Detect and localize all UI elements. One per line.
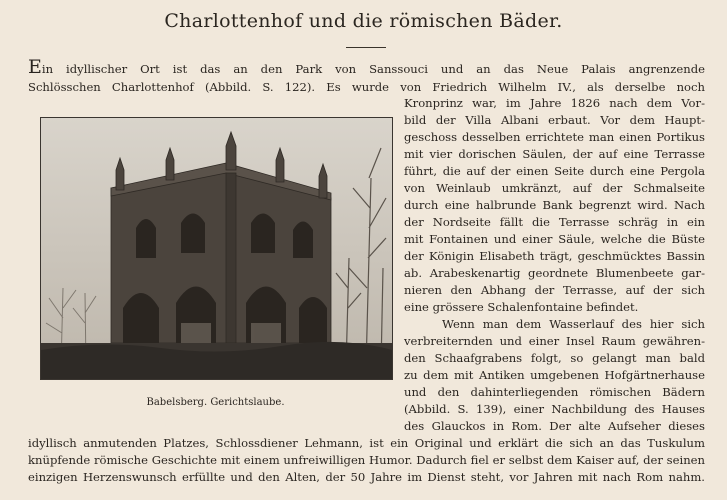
- text-line: nieren den Abhang der Terrasse, auf der sich: [404, 283, 705, 297]
- text-line: führt, die auf der einen Seite durch eine Pergola: [404, 164, 705, 178]
- text-line: der Königin Elisabeth trägt, geschmücktes Bassin: [404, 249, 705, 263]
- text-line: den Schaafgrabens folgt, so gelangt man bald: [404, 351, 705, 365]
- figure-photo: [40, 117, 393, 380]
- text-line: mit vier dorischen Säulen, der auf eine Terrasse: [404, 147, 705, 161]
- text-line: [28, 56, 705, 78]
- text-line: einzigen Herzenswunsch erfüllte und den Alten, der 50 Jahre im Dienst steht, vor Jahren mit nach Rom nahm.: [28, 470, 705, 484]
- text-line: geschoss desselben errichtete man einen Portikus: [404, 130, 705, 144]
- text-line: mit Fontainen und einer Säule, welche die Büste: [404, 232, 705, 246]
- text-line: Schlösschen Charlottenhof (Abbild. S. 122). Es wurde von Friedrich Wilhelm IV., als derselbe noch: [28, 80, 705, 94]
- text-line: verbreiternden und einer Insel Raum gewähren-: [404, 334, 705, 348]
- figure-caption: Babelsberg. Gerichtslaube.: [146, 397, 285, 408]
- text-line: Kronprinz war, im Jahre 1826 nach dem Vor-: [404, 96, 705, 110]
- text-line: durch eine halbrunde Bank begrenzt wird. Nach: [404, 198, 705, 212]
- title-divider: [346, 47, 386, 48]
- page-title: Charlottenhof und die römischen Bäder.: [164, 10, 563, 32]
- text-line: (Abbild. S. 139), einer Nachbildung des Hauses: [404, 402, 705, 416]
- text-span: in idyllischer Ort ist das an den Park von Sanssouci und an das Neue Palais angrenzende: [41, 62, 705, 76]
- text-line: des Glauckos in Rom. Der alte Aufseher dieses: [404, 419, 705, 433]
- text-line: und den dahinterliegenden römischen Bädern: [404, 385, 705, 399]
- gerichtslaube-illustration: [41, 118, 392, 379]
- text-line: idyllisch anmutenden Platzes, Schlossdiener Lehmann, ist ein Original und erklärt die sich an das Tuskulum: [28, 436, 705, 450]
- text-line: ab. Arabeskenartig geordnete Blumenbeete gar-: [404, 266, 705, 280]
- text-line: Wenn man dem Wasserlauf des hier sich: [442, 317, 705, 331]
- text-line: der Nordseite fällt die Terrasse schräg in ein: [404, 215, 705, 229]
- text-line: zu dem mit Antiken umgebenen Hofgärtnerhause: [404, 368, 705, 382]
- text-line: knüpfende römische Geschichte mit einem unfreiwilligen Humor. Dadurch fiel er selbst dem Kaiser auf, der seinen: [28, 453, 705, 467]
- text-line: eine grössere Schalenfontaine befindet.: [404, 300, 639, 314]
- text-line: von Weinlaub umkränzt, auf der Schmalseite: [404, 181, 705, 195]
- text-line: bild der Villa Albani erbaut. Vor dem Haupt-: [404, 113, 705, 127]
- drop-cap: E: [28, 56, 42, 78]
